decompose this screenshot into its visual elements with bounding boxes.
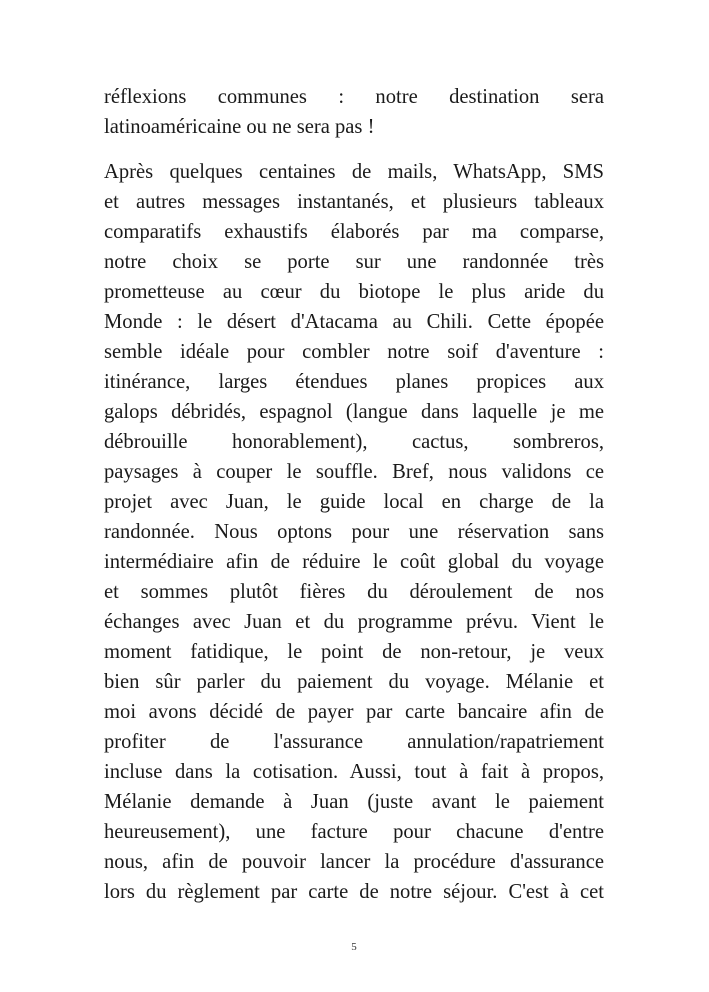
text-line: comparatifs exhaustifs élaborés par ma comparse, [104,221,604,243]
text-line: réflexions communes : notre destination sera [104,86,604,108]
text-line: projet avec Juan, le guide local en charge de la [104,491,604,513]
text-line: débrouille honorablement), cactus, sombreros, [104,431,604,453]
text-line: semble idéale pour combler notre soif d'aventure : [104,341,604,363]
text-line: Mélanie demande à Juan (juste avant le paiement [104,791,604,813]
text-line: paysages à couper le souffle. Bref, nous validons ce [104,461,604,483]
text-line: prometteuse au cœur du biotope le plus aride du [104,281,604,303]
text-line: moi avons décidé de payer par carte bancaire afin de [104,701,604,723]
text-line: randonnée. Nous optons pour une réservation sans [104,521,604,543]
text-line: intermédiaire afin de réduire le coût global du voyage [104,551,604,573]
page-number: 5 [351,941,357,953]
paragraph-2 [104,157,604,907]
text-line: échanges avec Juan et du programme prévu. Vient le [104,611,604,633]
text-line: nous, afin de pouvoir lancer la procédure d'assurance [104,851,604,873]
paragraph-1 [104,82,604,142]
text-line: et autres messages instantanés, et plusieurs tableaux [104,191,604,213]
text-line: lors du règlement par carte de notre séjour. C'est à cet [104,881,604,903]
text-line: moment fatidique, le point de non-retour, je veux [104,641,604,663]
document-page [104,0,604,992]
text-line: bien sûr parler du paiement du voyage. Mélanie et [104,671,604,693]
text-line: latinoaméricaine ou ne sera pas ! [104,116,375,138]
text-line: heureusement), une facture pour chacune d'entre [104,821,604,843]
text-line: notre choix se porte sur une randonnée très [104,251,604,273]
text-line: incluse dans la cotisation. Aussi, tout à fait à propos, [104,761,604,783]
text-line: Après quelques centaines de mails, WhatsApp, SMS [104,161,604,183]
text-line: itinérance, larges étendues planes propices aux [104,371,604,393]
text-line: et sommes plutôt fières du déroulement de nos [104,581,604,603]
text-line: Monde : le désert d'Atacama au Chili. Cette épopée [104,311,604,333]
text-line: galops débridés, espagnol (langue dans laquelle je me [104,401,604,423]
text-line: profiter de l'assurance annulation/rapatriement [104,731,604,753]
